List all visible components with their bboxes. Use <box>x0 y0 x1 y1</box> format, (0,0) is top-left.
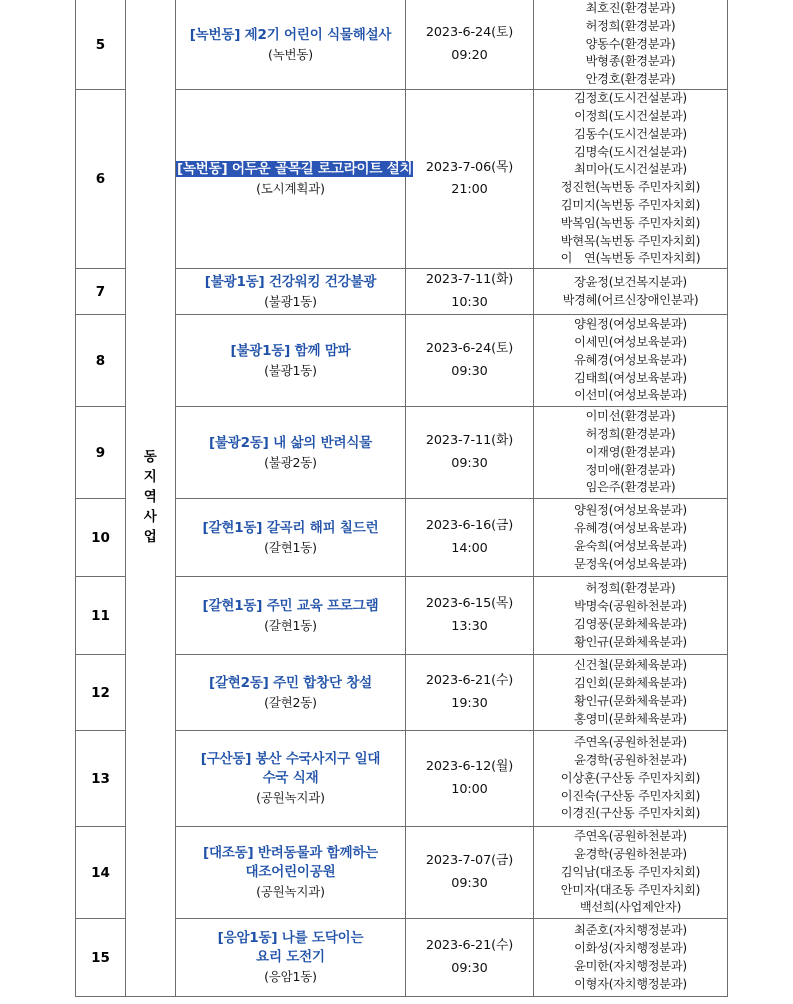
participant-name: 이진숙(구산동 주민자치회) <box>560 788 701 803</box>
row-number-cell: 12 <box>76 655 126 731</box>
project-department-text: (응암1동) <box>264 969 317 985</box>
participant-name: 김명숙(도시건설분과) <box>574 144 687 159</box>
participant-name: 이화성(자치행정분과) <box>574 940 687 955</box>
project-department-text: (도시계획과) <box>256 181 325 197</box>
schedule-cell <box>406 90 534 269</box>
project-title-text: [갈현1동] 갈곡리 해피 칠드런 <box>202 519 379 536</box>
participant-name: 임은주(환경분과) <box>585 480 676 495</box>
project-title-text: [갈현1동] 주민 교육 프로그램 <box>202 597 379 614</box>
participants-cell <box>534 577 728 655</box>
schedule-cell <box>406 827 534 919</box>
participant-name: 이형자(자치행정분과) <box>574 976 687 991</box>
participants-cell <box>534 315 728 407</box>
project-title-cell[interactable] <box>176 499 406 577</box>
schedule-time: 09:30 <box>451 455 488 471</box>
participant-name: 이세민(여성보육분과) <box>574 334 687 349</box>
schedule-cell <box>406 315 534 407</box>
project-title-cell[interactable] <box>176 90 413 269</box>
participant-name: 김미지(녹번동 주민자치회) <box>560 197 701 212</box>
participant-name: 안경호(환경분과) <box>585 72 676 87</box>
project-title-text: [구산동] 봉산 수국사지구 일대 <box>200 751 381 768</box>
participant-name: 김인회(문화체육분과) <box>574 675 687 690</box>
project-list-table <box>75 0 728 997</box>
table-row <box>76 0 728 90</box>
schedule-time: 09:20 <box>451 47 488 63</box>
project-title-cell[interactable] <box>176 315 406 407</box>
participant-name: 장윤정(보건복지분과) <box>574 274 687 289</box>
project-title-cell[interactable] <box>176 407 406 499</box>
schedule-date: 2023-6-15(목) <box>425 596 514 612</box>
schedule-cell <box>406 577 534 655</box>
project-department-text: (공원녹지과) <box>256 790 325 806</box>
participant-name: 백선희(사업제안자) <box>579 900 682 915</box>
project-title-cell[interactable] <box>176 269 406 315</box>
project-title-text: [갈현2동] 주민 합창단 창설 <box>208 674 373 691</box>
participant-name: 이정희(도시건설분과) <box>574 108 687 123</box>
row-number-cell: 14 <box>76 827 126 919</box>
schedule-date: 2023-6-24(토) <box>425 25 514 41</box>
schedule-date: 2023-6-12(월) <box>425 759 514 775</box>
project-department-text: (녹번동) <box>268 46 313 62</box>
project-title-text: [불광2동] 내 삶의 반려식물 <box>208 434 373 451</box>
participant-name: 유혜경(여성보육분과) <box>574 352 687 367</box>
participants-cell <box>534 90 728 269</box>
participant-name: 박명숙(공원하천분과) <box>574 598 687 613</box>
schedule-date: 2023-7-11(화) <box>425 272 514 288</box>
participant-name: 문정욱(여성보육분과) <box>574 556 687 571</box>
participants-cell <box>534 731 728 827</box>
project-department-text: (갈현1동) <box>264 539 317 555</box>
schedule-cell <box>406 269 534 315</box>
participant-name: 양원정(여성보육분과) <box>574 503 687 518</box>
participant-name: 박현목(녹번동 주민자치회) <box>560 233 701 248</box>
row-number-cell: 13 <box>76 731 126 827</box>
schedule-cell <box>406 731 534 827</box>
project-title-text: [녹번동] 어두운 골목길 로고라이트 설치 <box>177 161 413 178</box>
participant-name: 윤경학(공원하천분과) <box>574 752 687 767</box>
participant-name: 이선미(여성보육분과) <box>574 388 687 403</box>
schedule-cell <box>406 499 534 577</box>
schedule-time: 14:00 <box>451 540 488 556</box>
participants-cell <box>534 827 728 919</box>
participant-name: 정미애(환경분과) <box>585 462 676 477</box>
schedule-time: 09:30 <box>451 960 488 976</box>
schedule-date: 2023-7-07(금) <box>425 853 514 869</box>
schedule-cell <box>406 407 534 499</box>
project-title-text: [녹번동] 제2기 어린이 식물해설사 <box>189 26 392 43</box>
participant-name: 최미아(도시건설분과) <box>574 162 687 177</box>
schedule-time: 10:30 <box>451 294 488 310</box>
participant-name: 황인규(문화체육분과) <box>574 634 687 649</box>
project-title-text: 요리 도전기 <box>256 949 325 966</box>
category-cell <box>126 0 176 997</box>
participant-name: 김동수(도시건설분과) <box>574 126 687 141</box>
schedule-time: 09:30 <box>451 363 488 379</box>
participant-name: 허정희(환경분과) <box>585 18 676 33</box>
participant-name: 주연옥(공원하천분과) <box>574 829 687 844</box>
schedule-time: 10:00 <box>451 781 488 797</box>
project-title-cell[interactable] <box>176 731 406 827</box>
participant-name: 양원정(여성보육분과) <box>574 317 687 332</box>
participants-cell <box>534 499 728 577</box>
project-title-text: [응암1동] 나를 도닥이는 <box>217 930 364 947</box>
participant-name: 신건철(문화체육분과) <box>574 658 687 673</box>
participant-name: 박복임(녹번동 주민자치회) <box>560 215 701 230</box>
participant-name: 허정희(환경분과) <box>585 581 676 596</box>
schedule-time: 13:30 <box>451 618 488 634</box>
participant-name: 유혜경(여성보육분과) <box>574 520 687 535</box>
schedule-cell <box>406 655 534 731</box>
project-title-text: 대조어린이공원 <box>245 864 336 881</box>
schedule-cell <box>406 919 534 997</box>
row-number-cell: 11 <box>76 577 126 655</box>
schedule-time: 09:30 <box>451 875 488 891</box>
participant-name: 김영풍(문화체육분과) <box>574 616 687 631</box>
schedule-date: 2023-6-21(수) <box>425 938 514 954</box>
row-number-cell: 15 <box>76 919 126 997</box>
participant-name: 이경진(구산동 주민자치회) <box>560 806 701 821</box>
participant-name: 김태희(여성보육분과) <box>574 370 687 385</box>
participant-name: 이미선(환경분과) <box>585 409 676 424</box>
row-number-cell: 6 <box>76 90 126 269</box>
participant-name: 안미자(대조동 주민자치회) <box>560 882 701 897</box>
participants-cell <box>534 0 728 90</box>
participant-name: 정진헌(녹번동 주민자치회) <box>560 180 701 195</box>
schedule-date: 2023-7-06(목) <box>425 159 514 175</box>
project-title-cell[interactable] <box>176 827 406 919</box>
participant-name: 황인규(문화체육분과) <box>574 693 687 708</box>
project-title-cell[interactable] <box>176 919 406 997</box>
schedule-date: 2023-6-21(수) <box>425 673 514 689</box>
participant-name: 이 연(녹번동 주민자치회) <box>560 251 701 266</box>
project-title-cell[interactable] <box>176 577 406 655</box>
row-number-cell: 8 <box>76 315 126 407</box>
category-vertical-label: 동 지 역 사 업 <box>143 449 158 546</box>
participant-name: 박경혜(어르신장애인분과) <box>562 292 699 307</box>
participant-name: 허정희(환경분과) <box>585 426 676 441</box>
schedule-date: 2023-6-16(금) <box>425 518 514 534</box>
participants-cell <box>534 655 728 731</box>
row-number-cell: 5 <box>76 0 126 90</box>
project-department-text: (불광2동) <box>264 454 317 470</box>
row-number-cell: 7 <box>76 269 126 315</box>
schedule-time: 21:00 <box>451 182 488 198</box>
participants-cell <box>534 269 728 315</box>
participants-cell <box>534 919 728 997</box>
schedule-cell <box>406 0 534 90</box>
participant-name: 이상훈(구산동 주민자치회) <box>560 770 701 785</box>
participants-cell <box>534 407 728 499</box>
participant-name: 양동수(환경분과) <box>585 36 676 51</box>
row-number-cell: 9 <box>76 407 126 499</box>
participant-name: 윤경학(공원하천분과) <box>574 846 687 861</box>
schedule-time: 19:30 <box>451 695 488 711</box>
project-department-text: (갈현2동) <box>264 694 317 710</box>
project-department-text: (공원녹지과) <box>256 884 325 900</box>
participant-name: 최준호(자치행정분과) <box>574 923 687 938</box>
project-title-cell[interactable] <box>176 655 406 731</box>
schedule-date: 2023-6-24(토) <box>425 341 514 357</box>
project-title-cell[interactable] <box>176 0 406 90</box>
participant-name: 김익남(대조동 주민자치회) <box>560 864 701 879</box>
participant-name: 최호진(환경분과) <box>585 1 676 15</box>
schedule-date: 2023-7-11(화) <box>425 433 514 449</box>
participant-name: 주연옥(공원하천분과) <box>574 735 687 750</box>
participant-name: 박형종(환경분과) <box>585 54 676 69</box>
project-title-text: [불광1동] 함께 맘파 <box>230 342 351 359</box>
project-department-text: (갈현1동) <box>264 617 317 633</box>
project-department-text: (불광1동) <box>264 293 317 309</box>
row-number-cell: 10 <box>76 499 126 577</box>
participant-name: 홍영미(문화체육분과) <box>574 711 687 726</box>
project-department-text: (불광1동) <box>264 362 317 378</box>
project-title-text: 수국 식재 <box>262 770 319 787</box>
project-title-text: [대조동] 반려동물과 함께하는 <box>202 845 379 862</box>
participant-name: 윤숙희(여성보육분과) <box>574 538 687 553</box>
participant-name: 윤미한(자치행정분과) <box>574 958 687 973</box>
participant-name: 이재영(환경분과) <box>585 444 676 459</box>
participant-name: 김정호(도시건설분과) <box>574 91 687 106</box>
project-title-text: [불광1동] 건강워킹 건강불광 <box>204 273 377 290</box>
